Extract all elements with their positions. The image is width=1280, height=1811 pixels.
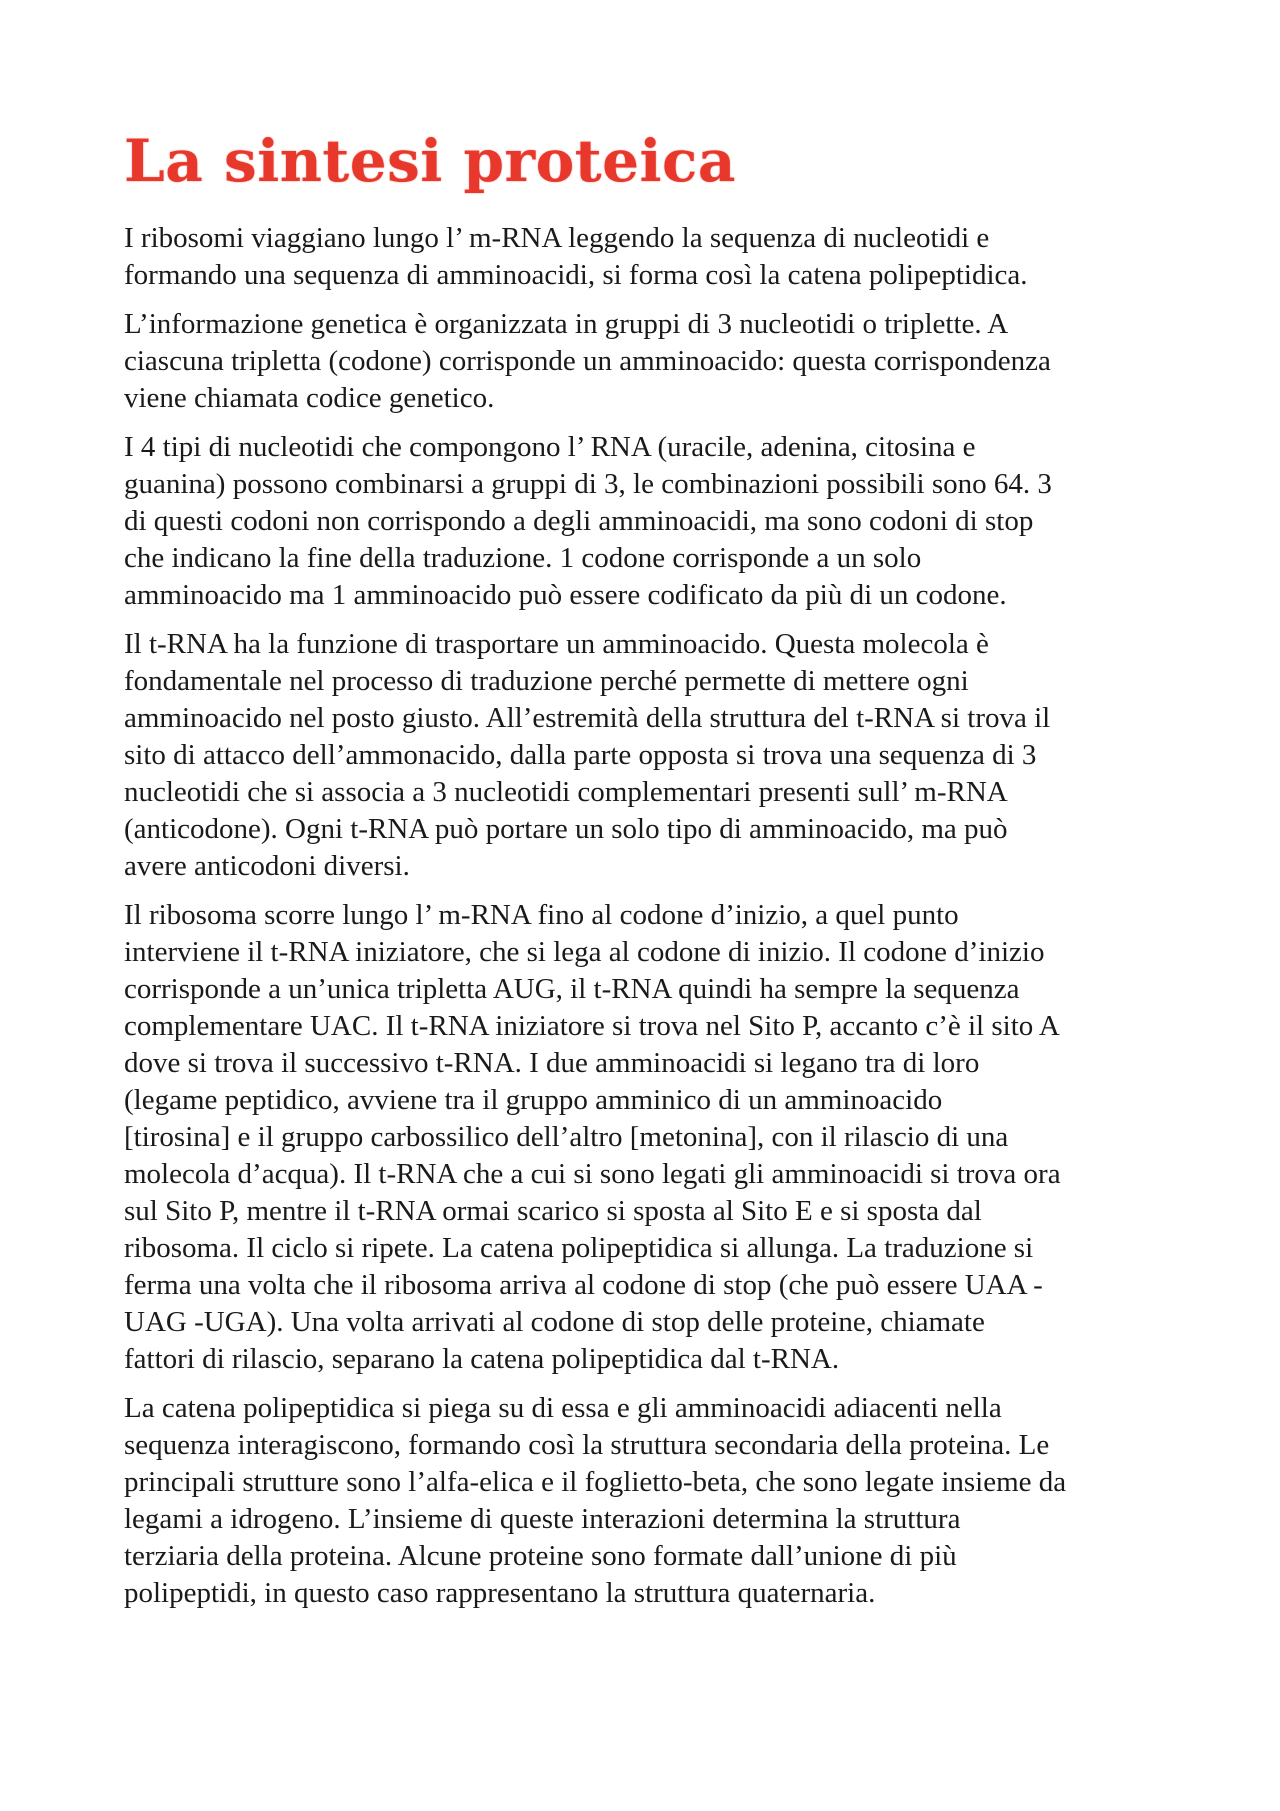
paragraph-nucleotide-combinations: I 4 tipi di nucleotidi che compongono l’ RNA (uracile, adenina, citosina e guanina) possono combinarsi a gruppi di 3, le combinazioni possibili sono 64. 3 di questi codoni non corrispondo a degli amminoacidi, ma sono codoni di stop che indicano la fine della traduzione. 1 codone corrisponde a un solo amminoacido ma 1 amminoacido può essere codificato da più di un codone. xyxy=(124,431,1052,611)
paragraph-trna-function: Il t-RNA ha la funzione di trasportare un amminoacido. Questa molecola è fondamentale nel processo di traduzione perché permette di mettere ogni amminoacido nel posto giusto. All’estremità della struttura del t-RNA si trova il sito di attacco dell’ammonacido, dalla parte opposta si trova una sequenza di 3 nucleotidi che si associa a 3 nucleotidi complementari presenti sull’ m-RNA (anticodone). Ogni t-RNA può portare un solo tipo di amminoacido, ma può avere anticodoni diversi. xyxy=(124,628,1051,882)
paragraph-ribosomes: I ribosomi viaggiano lungo l’ m-RNA leggendo la sequenza di nucleotidi e formando una sequenza di amminoacidi, si forma così la catena polipeptidica. xyxy=(124,222,1028,291)
paragraph-translation-process: Il ribosoma scorre lungo l’ m-RNA fino al codone d’inizio, a quel punto interviene il t-RNA iniziatore, che si lega al codone di inizio. Il codone d’inizio corrisponde a un’unica tripletta AUG, il t-RNA quindi ha sempre la sequenza complementare UAC. Il t-RNA iniziatore si trova nel Sito P, accanto c’è il sito A dove si trova il successivo t-RNA. I due amminoacidi si legano tra di loro (legame peptidico, avviene tra il gruppo amminico di un amminoacido [tirosina] e il gruppo carbossilico dell’altro [metonina], con il rilascio di una molecola d’acqua). Il t-RNA che a cui si sono legati gli amminoacidi si trova ora sul Sito P, mentre il t-RNA ormai scarico si sposta al Sito E e si sposta dal ribosoma. Il ciclo si ripete. La catena polipeptidica si allunga. La traduzione si ferma una volta che il ribosoma arriva al codone di stop (che può essere UAA - UAG -UGA). Una volta arrivati al codone di stop delle proteine, chiamate fattori di rilascio, separano la catena polipeptidica dal t-RNA. xyxy=(124,899,1061,1375)
paragraph-protein-structure: La catena polipeptidica si piega su di essa e gli amminoacidi adiacenti nella sequenza interagiscono, formando così la struttura secondaria della proteina. Le principali strutture sono l’alfa-elica e il foglietto-beta, che sono legate insieme da legami a idrogeno. L’insieme di queste interazioni determina la struttura terziaria della proteina. Alcune proteine sono formate dall’unione di più polipeptidi, in questo caso rappresentano la struttura quaternaria. xyxy=(124,1392,1067,1609)
paragraph-genetic-code: L’informazione genetica è organizzata in gruppi di 3 nucleotidi o triplette. A ciascuna tripletta (codone) corrisponde un amminoacido: questa corrispondenza viene chiamata codice genetico. xyxy=(124,308,1051,414)
page-title: La sintesi proteica xyxy=(124,127,736,195)
document-content xyxy=(124,118,1164,1624)
